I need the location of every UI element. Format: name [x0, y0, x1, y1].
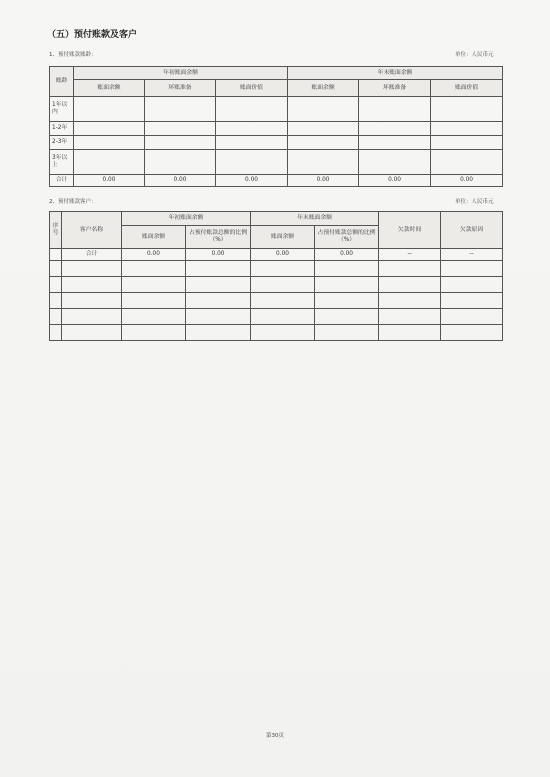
table-row — [50, 150, 503, 175]
cell — [216, 97, 288, 122]
table-row — [50, 325, 503, 341]
col-bad-debt-begin: 坏账准备 — [145, 80, 216, 97]
cell — [216, 150, 288, 175]
col-book-value-end: 账面价值 — [431, 80, 503, 97]
total-label: 合计 — [62, 249, 122, 261]
cell — [74, 150, 145, 175]
page-number: 第30页 — [266, 733, 284, 739]
cell — [359, 136, 431, 150]
cell: 0.00 — [288, 175, 359, 187]
col-book-value-begin: 账面价值 — [216, 80, 288, 97]
cell: -- — [441, 249, 503, 261]
cell — [431, 150, 503, 175]
cell: 0.00 — [251, 249, 315, 261]
cell — [145, 122, 216, 136]
cell — [74, 136, 145, 150]
customer-table — [49, 211, 503, 341]
table1-caption: 1、预付账款账龄： — [49, 52, 97, 58]
cell — [359, 122, 431, 136]
col-balance-begin: 账面余额 — [74, 80, 145, 97]
row-label: 1年以内 — [50, 97, 74, 122]
cell: 0.00 — [74, 175, 145, 187]
debt-reason-header: 欠款原因 — [441, 212, 503, 249]
end-balance-header: 年末账面余额 — [288, 67, 503, 80]
row-label: 3年以上 — [50, 150, 74, 175]
col-ratio-end: 占预付账款总额的比例（%） — [315, 226, 379, 249]
cell — [288, 136, 359, 150]
section-title: （五）预付账款及客户 — [47, 30, 138, 40]
cell — [145, 97, 216, 122]
table2-caption: 2、预付账款客户： — [49, 199, 97, 205]
col-balance-begin: 账面余额 — [122, 226, 186, 249]
col-balance-end: 账面余额 — [288, 80, 359, 97]
row-label: 1-2年 — [50, 122, 74, 136]
cell — [50, 249, 62, 261]
cell: 0.00 — [122, 249, 186, 261]
table-row — [50, 309, 503, 325]
debt-time-header: 欠款时间 — [379, 212, 441, 249]
cell — [431, 97, 503, 122]
cell — [431, 136, 503, 150]
age-header: 账龄 — [50, 67, 74, 97]
table-row — [50, 136, 503, 150]
col-ratio-begin: 占预付账款总额的比例（%） — [186, 226, 251, 249]
cell — [74, 122, 145, 136]
cell: 0.00 — [431, 175, 503, 187]
table2-unit: 单位：人民币元 — [455, 199, 494, 205]
cell — [431, 122, 503, 136]
table-row — [50, 261, 503, 277]
cell: -- — [379, 249, 441, 261]
seq-header: 序号 — [50, 212, 62, 249]
customer-header: 客户名称 — [62, 212, 122, 249]
aging-table — [49, 66, 503, 187]
cell — [288, 150, 359, 175]
cell: 0.00 — [315, 249, 379, 261]
row-label: 2-3年 — [50, 136, 74, 150]
cell — [216, 122, 288, 136]
cell — [145, 136, 216, 150]
cell — [359, 97, 431, 122]
end-balance-header: 年末账面余额 — [251, 212, 379, 226]
cell — [145, 150, 216, 175]
table-row — [50, 122, 503, 136]
cell: 0.00 — [145, 175, 216, 187]
table1-unit: 单位：人民币元 — [455, 52, 494, 58]
cell — [288, 122, 359, 136]
col-balance-end: 账面余额 — [251, 226, 315, 249]
col-bad-debt-end: 坏账准备 — [359, 80, 431, 97]
begin-balance-header: 年初账面余额 — [122, 212, 251, 226]
table-row — [50, 293, 503, 309]
cell: 0.00 — [216, 175, 288, 187]
table-row — [50, 97, 503, 122]
cell: 0.00 — [359, 175, 431, 187]
total-label: 合计 — [50, 175, 74, 187]
cell — [288, 97, 359, 122]
cell — [216, 136, 288, 150]
total-row — [50, 249, 503, 261]
cell — [74, 97, 145, 122]
cell — [359, 150, 431, 175]
table-row — [50, 277, 503, 293]
begin-balance-header: 年初账面余额 — [74, 67, 288, 80]
total-row — [50, 175, 503, 187]
cell: 0.00 — [186, 249, 251, 261]
